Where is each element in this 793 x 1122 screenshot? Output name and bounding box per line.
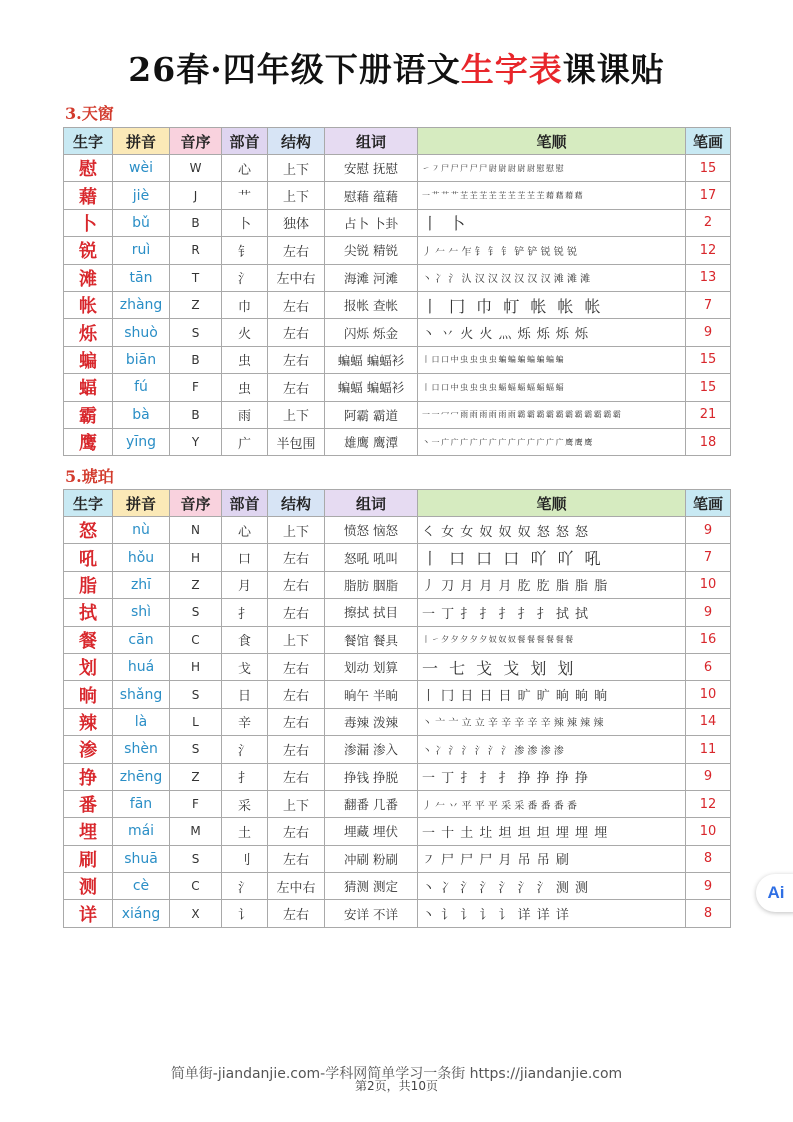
- char-cell: 蝙: [64, 346, 113, 373]
- stroke-count-cell: 16: [686, 626, 731, 653]
- words-cell: 猜测 测定: [325, 873, 418, 900]
- stroke-order-cell: 丨 口 口 中 虫 虫 虫 虫 蝠 蝠 蝠 蝠 蝠 蝠 蝠: [418, 374, 686, 401]
- table-row: [64, 291, 731, 318]
- table-row: [64, 319, 731, 346]
- radical-cell: 火: [222, 319, 268, 346]
- table-row: [64, 155, 731, 182]
- table-row: [64, 182, 731, 209]
- pinyin-cell: shuā: [113, 845, 170, 872]
- header-stroke-order: 笔顺: [418, 490, 686, 517]
- char-cell: 测: [64, 873, 113, 900]
- header-index: 音序: [170, 128, 222, 155]
- structure-cell: 左右: [268, 681, 325, 708]
- structure-cell: 上下: [268, 790, 325, 817]
- stroke-count-cell: 14: [686, 708, 731, 735]
- header-index: 音序: [170, 490, 222, 517]
- pinyin-cell: zhàng: [113, 291, 170, 318]
- radical-cell: 广: [222, 428, 268, 455]
- words-cell: 报帐 查帐: [325, 291, 418, 318]
- stroke-order-cell: 一 丁 扌 扌 扌 扌 扌 拭 拭: [418, 599, 686, 626]
- index-cell: R: [170, 237, 222, 264]
- pinyin-cell: jiè: [113, 182, 170, 209]
- index-cell: C: [170, 626, 222, 653]
- char-cell: 鹰: [64, 428, 113, 455]
- header-radical: 部首: [222, 128, 268, 155]
- vocab-table-tianchuang: [63, 127, 731, 456]
- radical-cell: 土: [222, 818, 268, 845]
- pinyin-cell: cān: [113, 626, 170, 653]
- words-cell: 擦拭 拭目: [325, 599, 418, 626]
- pinyin-cell: mái: [113, 818, 170, 845]
- char-cell: 晌: [64, 681, 113, 708]
- radical-cell: 扌: [222, 763, 268, 790]
- structure-cell: 左右: [268, 818, 325, 845]
- words-cell: 蝙蝠 蝙蝠衫: [325, 374, 418, 401]
- structure-cell: 左右: [268, 544, 325, 571]
- index-cell: F: [170, 790, 222, 817]
- pinyin-cell: zhī: [113, 571, 170, 598]
- radical-cell: 刂: [222, 845, 268, 872]
- title-suffix: 课课贴: [562, 50, 665, 89]
- stroke-order-cell: 丶 冫 氵 汄 汉 汉 汉 汉 汉 汉 滩 滩 滩: [418, 264, 686, 291]
- char-cell: 渗: [64, 736, 113, 763]
- index-cell: Z: [170, 763, 222, 790]
- structure-cell: 上下: [268, 517, 325, 544]
- table-row: [64, 790, 731, 817]
- stroke-order-cell: 丿 刀 月 月 月 肐 肐 脂 脂 脂: [418, 571, 686, 598]
- table-row: [64, 681, 731, 708]
- stroke-count-cell: 6: [686, 653, 731, 680]
- structure-cell: 左右: [268, 599, 325, 626]
- words-cell: 毒辣 泼辣: [325, 708, 418, 735]
- footer-watermark: 简单街-jiandanjie.com-学科网简单学习一条街 https://jiandanjie.com: [170, 1066, 623, 1082]
- header-structure: 结构: [268, 490, 325, 517]
- stroke-order-cell: 丨 ㇀ 夕 夕 夕 夕 夕 奴 奴 奴 餐 餐 餐 餐 餐 餐: [418, 626, 686, 653]
- stroke-order-cell: 丨 冂 日 日 日 旷 旷 晌 晌 晌: [418, 681, 686, 708]
- table-row: [64, 599, 731, 626]
- structure-cell: 左右: [268, 319, 325, 346]
- stroke-count-cell: 15: [686, 346, 731, 373]
- words-cell: 慰藉 蕴藉: [325, 182, 418, 209]
- radical-cell: 雨: [222, 401, 268, 428]
- stroke-order-cell: 丨 口 口 口 吖 吖 吼: [418, 544, 686, 571]
- pinyin-cell: shèn: [113, 736, 170, 763]
- words-cell: 怒吼 吼叫: [325, 544, 418, 571]
- char-cell: 详: [64, 900, 113, 927]
- words-cell: 雄鹰 鹰潭: [325, 428, 418, 455]
- stroke-order-cell: 一 十 土 圵 坦 坦 坦 埋 埋 埋: [418, 818, 686, 845]
- page-title: [0, 44, 793, 91]
- radical-cell: 采: [222, 790, 268, 817]
- radical-cell: 食: [222, 626, 268, 653]
- stroke-order-cell: ㇀ ㇇ 尸 尸 尸 尸 尸 尉 尉 尉 尉 尉 慰 慰 慰: [418, 155, 686, 182]
- stroke-count-cell: 8: [686, 845, 731, 872]
- words-cell: 海滩 河滩: [325, 264, 418, 291]
- pinyin-cell: là: [113, 708, 170, 735]
- words-cell: 闪烁 烁金: [325, 319, 418, 346]
- words-cell: 蝙蝠 蝙蝠衫: [325, 346, 418, 373]
- index-cell: F: [170, 374, 222, 401]
- index-cell: M: [170, 818, 222, 845]
- pinyin-cell: shuò: [113, 319, 170, 346]
- structure-cell: 左右: [268, 900, 325, 927]
- radical-cell: 心: [222, 155, 268, 182]
- char-cell: 帐: [64, 291, 113, 318]
- table-row: [64, 428, 731, 455]
- words-cell: 冲刷 粉刷: [325, 845, 418, 872]
- table-row: [64, 237, 731, 264]
- stroke-order-cell: 丶 讠 讠 讠 讠 详 详 详: [418, 900, 686, 927]
- char-cell: 藉: [64, 182, 113, 209]
- table-row: [64, 374, 731, 401]
- header-radical: 部首: [222, 490, 268, 517]
- words-cell: 安慰 抚慰: [325, 155, 418, 182]
- stroke-order-cell: 丨 口 口 中 虫 虫 虫 虫 蝙 蝙 蝙 蝙 蝙 蝙 蝙: [418, 346, 686, 373]
- table-row: [64, 873, 731, 900]
- pinyin-cell: xiáng: [113, 900, 170, 927]
- words-cell: 阿霸 霸道: [325, 401, 418, 428]
- structure-cell: 上下: [268, 626, 325, 653]
- page-number: 第2页，共10页: [355, 1079, 438, 1093]
- stroke-count-cell: 7: [686, 544, 731, 571]
- table-row: [64, 653, 731, 680]
- structure-cell: 半包围: [268, 428, 325, 455]
- stroke-count-cell: 15: [686, 374, 731, 401]
- stroke-order-cell: 一 丁 扌 扌 扌 挣 挣 挣 挣: [418, 763, 686, 790]
- header-stroke-order: 笔顺: [418, 128, 686, 155]
- radical-cell: 辛: [222, 708, 268, 735]
- radical-cell: 月: [222, 571, 268, 598]
- radical-cell: 巾: [222, 291, 268, 318]
- char-cell: 刷: [64, 845, 113, 872]
- char-cell: 慰: [64, 155, 113, 182]
- structure-cell: 左右: [268, 845, 325, 872]
- radical-cell: 戈: [222, 653, 268, 680]
- char-cell: 滩: [64, 264, 113, 291]
- structure-cell: 上下: [268, 401, 325, 428]
- char-cell: 怒: [64, 517, 113, 544]
- stroke-count-cell: 11: [686, 736, 731, 763]
- table-row: [64, 818, 731, 845]
- title-highlight: 生字表: [460, 50, 563, 89]
- words-cell: 晌午 半晌: [325, 681, 418, 708]
- stroke-count-cell: 13: [686, 264, 731, 291]
- stroke-order-cell: 丶 丷 火 火 灬 烁 烁 烁 烁: [418, 319, 686, 346]
- stroke-count-cell: 2: [686, 209, 731, 236]
- table-header-row: [64, 128, 731, 155]
- table-row: [64, 736, 731, 763]
- char-cell: 划: [64, 653, 113, 680]
- char-cell: 蝠: [64, 374, 113, 401]
- stroke-order-cell: 丶 冫 氵 氵 氵 氵 氵 测 测: [418, 873, 686, 900]
- structure-cell: 独体: [268, 209, 325, 236]
- char-cell: 番: [64, 790, 113, 817]
- stroke-count-cell: 8: [686, 900, 731, 927]
- header-stroke-count: 笔画: [686, 490, 731, 517]
- structure-cell: 左右: [268, 374, 325, 401]
- stroke-count-cell: 10: [686, 818, 731, 845]
- structure-cell: 左右: [268, 653, 325, 680]
- index-cell: S: [170, 681, 222, 708]
- header-words: 组词: [325, 128, 418, 155]
- index-cell: S: [170, 736, 222, 763]
- stroke-count-cell: 9: [686, 319, 731, 346]
- structure-cell: 上下: [268, 182, 325, 209]
- stroke-order-cell: 丿 𠂉 𠂉 乍 钅 钅 钅 铲 铲 锐 锐 锐: [418, 237, 686, 264]
- stroke-order-cell: 一 七 戈 戈 划 划: [418, 653, 686, 680]
- index-cell: W: [170, 155, 222, 182]
- table-row: [64, 517, 731, 544]
- pinyin-cell: fān: [113, 790, 170, 817]
- table-header-row: [64, 490, 731, 517]
- radical-cell: 钅: [222, 237, 268, 264]
- words-cell: 脂肪 胭脂: [325, 571, 418, 598]
- pinyin-cell: fú: [113, 374, 170, 401]
- stroke-order-cell: 丿 𠂉 丷 平 平 平 采 采 番 番 番 番: [418, 790, 686, 817]
- structure-cell: 左中右: [268, 873, 325, 900]
- index-cell: X: [170, 900, 222, 927]
- stroke-count-cell: 9: [686, 517, 731, 544]
- stroke-count-cell: 21: [686, 401, 731, 428]
- char-cell: 霸: [64, 401, 113, 428]
- section-title-tianchuang: 3.天窗: [65, 104, 114, 123]
- char-cell: 埋: [64, 818, 113, 845]
- pinyin-cell: hǒu: [113, 544, 170, 571]
- words-cell: 划动 划算: [325, 653, 418, 680]
- section-title-hupo: 5.琥珀: [65, 467, 114, 486]
- index-cell: H: [170, 653, 222, 680]
- header-stroke-count: 笔画: [686, 128, 731, 155]
- stroke-order-cell: 丶 一 广 广 广 广 广 广 广 广 广 广 广 广 广 鹰 鹰 鹰: [418, 428, 686, 455]
- char-cell: 挣: [64, 763, 113, 790]
- structure-cell: 左中右: [268, 264, 325, 291]
- header-char: 生字: [64, 128, 113, 155]
- char-cell: 锐: [64, 237, 113, 264]
- table-row: [64, 763, 731, 790]
- table-row: [64, 626, 731, 653]
- pinyin-cell: bǔ: [113, 209, 170, 236]
- pinyin-cell: biān: [113, 346, 170, 373]
- char-cell: 拭: [64, 599, 113, 626]
- table-row: [64, 571, 731, 598]
- char-cell: 餐: [64, 626, 113, 653]
- structure-cell: 左右: [268, 571, 325, 598]
- radical-cell: 氵: [222, 736, 268, 763]
- vocab-table-hupo: [63, 489, 731, 928]
- stroke-count-cell: 10: [686, 681, 731, 708]
- structure-cell: 左右: [268, 708, 325, 735]
- index-cell: Z: [170, 291, 222, 318]
- stroke-order-cell: 丨 冂 巾 帄 帐 帐 帐: [418, 291, 686, 318]
- radical-cell: 心: [222, 517, 268, 544]
- char-cell: 辣: [64, 708, 113, 735]
- table-row: [64, 401, 731, 428]
- index-cell: J: [170, 182, 222, 209]
- words-cell: 翻番 几番: [325, 790, 418, 817]
- words-cell: 占卜 卜卦: [325, 209, 418, 236]
- index-cell: S: [170, 845, 222, 872]
- stroke-count-cell: 9: [686, 763, 731, 790]
- stroke-order-cell: 一 艹 艹 艹 芏 芏 芏 芏 芏 芏 芏 芏 芏 藉 藉 藉 藉: [418, 182, 686, 209]
- index-cell: S: [170, 599, 222, 626]
- ai-assistant-icon[interactable]: Ai: [756, 874, 793, 912]
- radical-cell: 虫: [222, 374, 268, 401]
- header-char: 生字: [64, 490, 113, 517]
- index-cell: B: [170, 401, 222, 428]
- index-cell: Y: [170, 428, 222, 455]
- stroke-count-cell: 12: [686, 790, 731, 817]
- pinyin-cell: bà: [113, 401, 170, 428]
- char-cell: 卜: [64, 209, 113, 236]
- words-cell: 尖锐 精锐: [325, 237, 418, 264]
- words-cell: 埋藏 埋伏: [325, 818, 418, 845]
- radical-cell: 口: [222, 544, 268, 571]
- header-pinyin: 拼音: [113, 128, 170, 155]
- words-cell: 挣钱 挣脱: [325, 763, 418, 790]
- table-row: [64, 845, 731, 872]
- stroke-count-cell: 17: [686, 182, 731, 209]
- pinyin-cell: cè: [113, 873, 170, 900]
- radical-cell: 讠: [222, 900, 268, 927]
- radical-cell: 日: [222, 681, 268, 708]
- table-row: [64, 209, 731, 236]
- radical-cell: 卜: [222, 209, 268, 236]
- structure-cell: 左右: [268, 346, 325, 373]
- pinyin-cell: wèi: [113, 155, 170, 182]
- structure-cell: 左右: [268, 763, 325, 790]
- index-cell: S: [170, 319, 222, 346]
- stroke-order-cell: 丶 冫 氵 氵 氵 氵 氵 渗 渗 渗 渗: [418, 736, 686, 763]
- stroke-count-cell: 9: [686, 599, 731, 626]
- char-cell: 烁: [64, 319, 113, 346]
- stroke-count-cell: 18: [686, 428, 731, 455]
- words-cell: 餐馆 餐具: [325, 626, 418, 653]
- stroke-count-cell: 7: [686, 291, 731, 318]
- pinyin-cell: tān: [113, 264, 170, 291]
- index-cell: N: [170, 517, 222, 544]
- header-pinyin: 拼音: [113, 490, 170, 517]
- stroke-count-cell: 9: [686, 873, 731, 900]
- radical-cell: 氵: [222, 873, 268, 900]
- index-cell: C: [170, 873, 222, 900]
- header-structure: 结构: [268, 128, 325, 155]
- pinyin-cell: zhēng: [113, 763, 170, 790]
- structure-cell: 左右: [268, 237, 325, 264]
- table-row: [64, 346, 731, 373]
- header-words: 组词: [325, 490, 418, 517]
- radical-cell: 艹: [222, 182, 268, 209]
- pinyin-cell: huá: [113, 653, 170, 680]
- stroke-count-cell: 10: [686, 571, 731, 598]
- stroke-order-cell: ㇇ 尸 尸 尸 月 吊 吊 刷: [418, 845, 686, 872]
- char-cell: 吼: [64, 544, 113, 571]
- radical-cell: 虫: [222, 346, 268, 373]
- pinyin-cell: yīng: [113, 428, 170, 455]
- table-row: [64, 708, 731, 735]
- structure-cell: 左右: [268, 291, 325, 318]
- pinyin-cell: shì: [113, 599, 170, 626]
- pinyin-cell: shǎng: [113, 681, 170, 708]
- index-cell: H: [170, 544, 222, 571]
- title-prefix: 26春·四年级下册语文: [128, 50, 461, 89]
- structure-cell: 左右: [268, 736, 325, 763]
- stroke-count-cell: 12: [686, 237, 731, 264]
- table-row: [64, 900, 731, 927]
- char-cell: 脂: [64, 571, 113, 598]
- stroke-order-cell: 丶 亠 亠 立 立 辛 辛 辛 辛 辛 辣 辣 辣 辣: [418, 708, 686, 735]
- index-cell: L: [170, 708, 222, 735]
- structure-cell: 上下: [268, 155, 325, 182]
- stroke-order-cell: 丨 卜: [418, 209, 686, 236]
- radical-cell: 扌: [222, 599, 268, 626]
- radical-cell: 氵: [222, 264, 268, 291]
- index-cell: B: [170, 346, 222, 373]
- table-row: [64, 544, 731, 571]
- index-cell: T: [170, 264, 222, 291]
- stroke-count-cell: 15: [686, 155, 731, 182]
- pinyin-cell: nù: [113, 517, 170, 544]
- index-cell: B: [170, 209, 222, 236]
- words-cell: 安详 不详: [325, 900, 418, 927]
- words-cell: 愤怒 恼怒: [325, 517, 418, 544]
- index-cell: Z: [170, 571, 222, 598]
- stroke-order-cell: ㇛ 女 女 奴 奴 奴 怒 怒 怒: [418, 517, 686, 544]
- table-row: [64, 264, 731, 291]
- words-cell: 渗漏 渗入: [325, 736, 418, 763]
- stroke-order-cell: 一 一 冖 冖 雨 雨 雨 雨 雨 雨 霸 霸 霸 霸 霸 霸 霸 霸 霸 霸 霸: [418, 401, 686, 428]
- pinyin-cell: ruì: [113, 237, 170, 264]
